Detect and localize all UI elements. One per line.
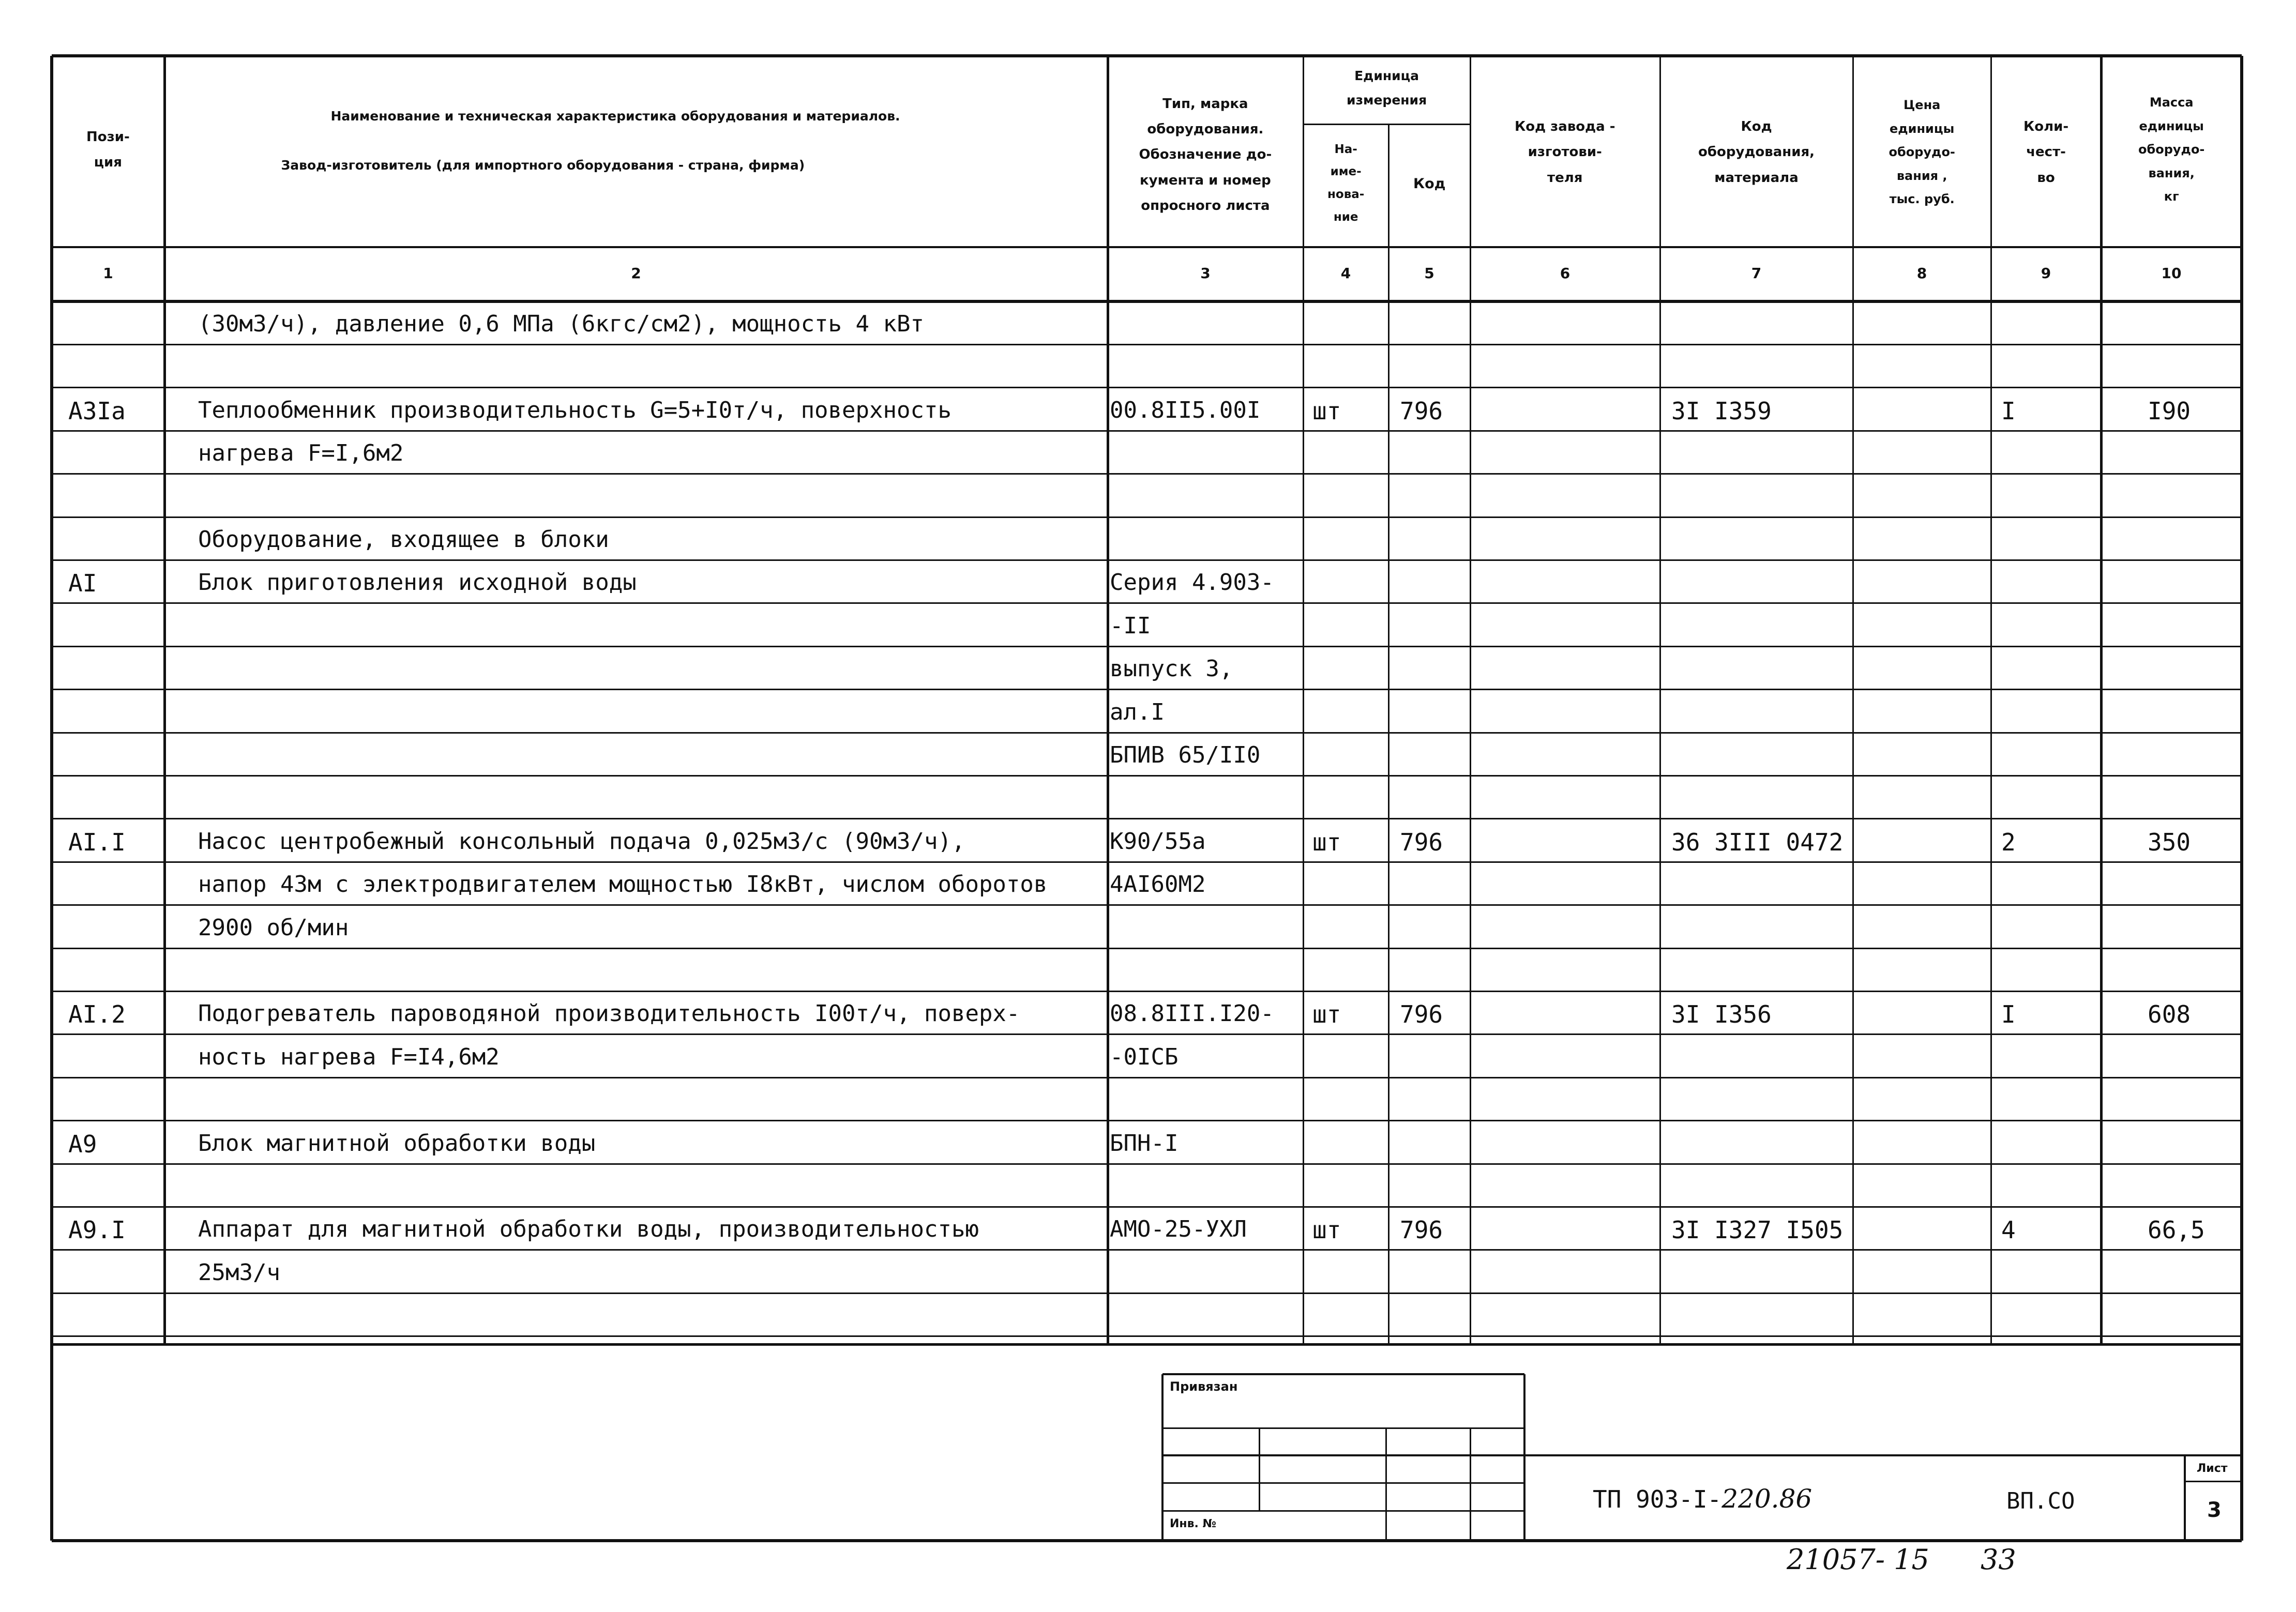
header-type: Тип, марка оборудования. Обозначение до- кумента и номер опросного листа	[1139, 96, 1272, 214]
grid-line	[52, 775, 2242, 777]
row-unit: шт	[1312, 1216, 1341, 1244]
column-number: 2	[631, 265, 641, 282]
header-unit-name: На- име- нова- ние	[1327, 142, 1365, 224]
grid-line	[52, 646, 2242, 647]
grid-line	[52, 473, 2242, 475]
sheet-number: 3	[2207, 1498, 2222, 1522]
grid-line	[52, 1120, 2242, 1121]
row-name: 25м3/ч	[198, 1259, 280, 1286]
row-unit: шт	[1312, 397, 1341, 425]
row-equipment-code: 36 3III 0472	[1671, 828, 1844, 856]
grid-line	[1161, 1374, 1164, 1541]
grid-line	[1303, 124, 1470, 125]
sheet-label: Лист	[2197, 1462, 2228, 1475]
row-mass: 66,5	[2148, 1216, 2205, 1244]
row-type: АМО-25-УХЛ	[1110, 1216, 1247, 1243]
row-equipment-code: 3I I359	[1671, 397, 1772, 425]
row-type: выпуск 3,	[1110, 656, 1233, 682]
column-number: 6	[1560, 265, 1570, 282]
column-number: 8	[1916, 265, 1927, 282]
row-type: ал.I	[1110, 698, 1165, 725]
row-name: Подогреватель пароводяной производительность I00т/ч, поверх-	[198, 1000, 1020, 1027]
grid-line	[52, 948, 2242, 949]
row-name: Теплообменник производительность G=5+I0т/ч, поверхность	[198, 397, 951, 423]
row-unit-code: 796	[1400, 828, 1443, 856]
grid-line	[52, 54, 2242, 57]
row-mass: I90	[2148, 397, 2191, 425]
row-type: 00.8II5.00I	[1110, 397, 1261, 423]
grid-line	[1470, 1428, 1471, 1541]
grid-line	[52, 559, 2242, 561]
header-name-line2: Завод-изготовитель (для импортного оборудования - страна, фирма)	[281, 158, 805, 173]
grid-line	[52, 1539, 2242, 1542]
header-unit-code: Код	[1413, 175, 1446, 192]
document-code	[1593, 1484, 1812, 1514]
grid-line	[52, 300, 2242, 303]
grid-line	[52, 689, 2242, 690]
grid-line	[52, 602, 2242, 604]
row-type: К90/55а	[1110, 828, 1206, 855]
row-name: (30м3/ч), давление 0,6 МПа (6кгс/см2), мощность 4 кВт	[198, 311, 924, 337]
row-position: АI.2	[68, 1000, 126, 1029]
row-equipment-code: 3I I327 I505	[1671, 1216, 1844, 1244]
row-unit-code: 796	[1400, 1216, 1443, 1244]
grid-line	[1162, 1373, 1524, 1375]
grid-line	[52, 818, 2242, 819]
grid-line	[1107, 56, 1109, 1344]
row-quantity: I	[2001, 1000, 2016, 1029]
header-unit-group: Единица измерения	[1347, 68, 1427, 108]
grid-line	[52, 1077, 2242, 1078]
grid-line	[52, 246, 2242, 248]
row-quantity: 4	[2001, 1216, 2016, 1244]
grid-line	[52, 430, 2242, 432]
grid-line	[52, 344, 2242, 345]
document-code-prefix: ТП 903-I-	[1593, 1485, 1722, 1513]
grid-line	[1259, 1428, 1260, 1511]
grid-line	[52, 991, 2242, 992]
header-manufacturer-code: Код завода - изготови- теля	[1515, 119, 1615, 186]
row-unit-code: 796	[1400, 397, 1443, 425]
row-mass: 608	[2148, 1000, 2191, 1029]
grid-line	[1470, 56, 1471, 1344]
row-type: 4АI60М2	[1110, 871, 1206, 898]
grid-line	[2240, 56, 2243, 1541]
grid-line	[163, 56, 166, 1344]
row-name: Насос центробежный консольный подача 0,025м3/с (90м3/ч),	[198, 828, 965, 855]
header-name-line1: Наименование и техническая характеристика оборудования и материалов.	[330, 109, 900, 124]
row-name: ность нагрева F=I4,6м2	[198, 1043, 500, 1070]
row-position: А9	[68, 1130, 97, 1158]
grid-line	[1852, 56, 1854, 1344]
row-unit: шт	[1312, 1000, 1341, 1029]
row-name: 2900 об/мин	[198, 914, 349, 941]
row-name: нагрева F=I,6м2	[198, 440, 404, 467]
row-mass: 350	[2148, 828, 2191, 856]
archive-page: 33	[1981, 1543, 2016, 1576]
row-type: -II	[1110, 612, 1151, 639]
header-unit-price: Цена единицы оборудо- вания , тыс. руб.	[1889, 98, 1955, 207]
row-name: Блок магнитной обработки воды	[198, 1130, 596, 1157]
grid-line	[52, 387, 2242, 388]
document-code-handwritten: 220.86	[1721, 1484, 1812, 1514]
grid-line	[52, 516, 2242, 518]
grid-line	[1303, 56, 1304, 1344]
grid-line	[1385, 1428, 1387, 1541]
column-number: 9	[2041, 265, 2051, 282]
header-unit-mass: Масса единицы оборудо- вания, кг	[2138, 95, 2205, 204]
row-equipment-code: 3I I356	[1671, 1000, 1772, 1029]
grid-line	[52, 1249, 2242, 1251]
row-name: Оборудование, входящее в блоки	[198, 526, 609, 553]
row-quantity: 2	[2001, 828, 2016, 856]
grid-line	[52, 904, 2242, 906]
column-number: 4	[1340, 265, 1351, 282]
row-type: -0IСБ	[1110, 1043, 1179, 1070]
column-number: 1	[103, 265, 113, 282]
document-mark: ВП.СО	[2006, 1488, 2075, 1514]
column-number: 5	[1424, 265, 1434, 282]
row-type: БПИВ 65/II0	[1110, 742, 1261, 768]
grid-line	[52, 1033, 2242, 1035]
grid-line	[52, 1292, 2242, 1294]
row-name: напор 43м с электродвигателем мощностью I8кВт, числом оборотов	[198, 871, 1048, 898]
row-type: Серия 4.903-	[1110, 569, 1274, 596]
grid-line	[52, 1335, 2242, 1337]
header-position: Пози- ция	[86, 129, 130, 170]
grid-line	[2100, 56, 2103, 1344]
archive-number: 21057- 15	[1787, 1543, 1929, 1576]
grid-line	[52, 732, 2242, 734]
row-type: 08.8III.I20-	[1110, 1000, 1274, 1027]
column-number: 3	[1200, 265, 1211, 282]
header-equipment-code: Код оборудования, материала	[1698, 119, 1815, 186]
row-name: Блок приготовления исходной воды	[198, 569, 637, 596]
row-unit-code: 796	[1400, 1000, 1443, 1029]
grid-line	[50, 56, 53, 1541]
grid-line	[52, 1206, 2242, 1208]
row-type: БПН-I	[1110, 1130, 1179, 1157]
row-name: Аппарат для магнитной обработки воды, производительностью	[198, 1216, 979, 1243]
grid-line	[1388, 124, 1389, 1344]
column-number: 10	[2161, 265, 2182, 282]
inventory-number-label: Инв. №	[1170, 1517, 1217, 1530]
header-quantity: Коли- чест- во	[2023, 119, 2069, 186]
row-position: А3Iа	[68, 397, 126, 425]
grid-line	[52, 861, 2242, 863]
row-position: АI	[68, 569, 97, 598]
grid-line	[52, 1163, 2242, 1165]
grid-line	[1659, 56, 1661, 1344]
row-position: АI.I	[68, 828, 126, 856]
grid-line	[2184, 1455, 2186, 1541]
privyazan-label: Привязан	[1170, 1379, 1238, 1394]
column-number: 7	[1751, 265, 1762, 282]
row-quantity: I	[2001, 397, 2016, 425]
row-unit: шт	[1312, 828, 1341, 856]
grid-line	[1990, 56, 1992, 1344]
grid-line	[1162, 1454, 2242, 1456]
grid-line	[1523, 1374, 1525, 1541]
grid-line	[52, 1343, 2242, 1346]
grid-line	[2185, 1481, 2242, 1482]
row-position: А9.I	[68, 1216, 126, 1244]
